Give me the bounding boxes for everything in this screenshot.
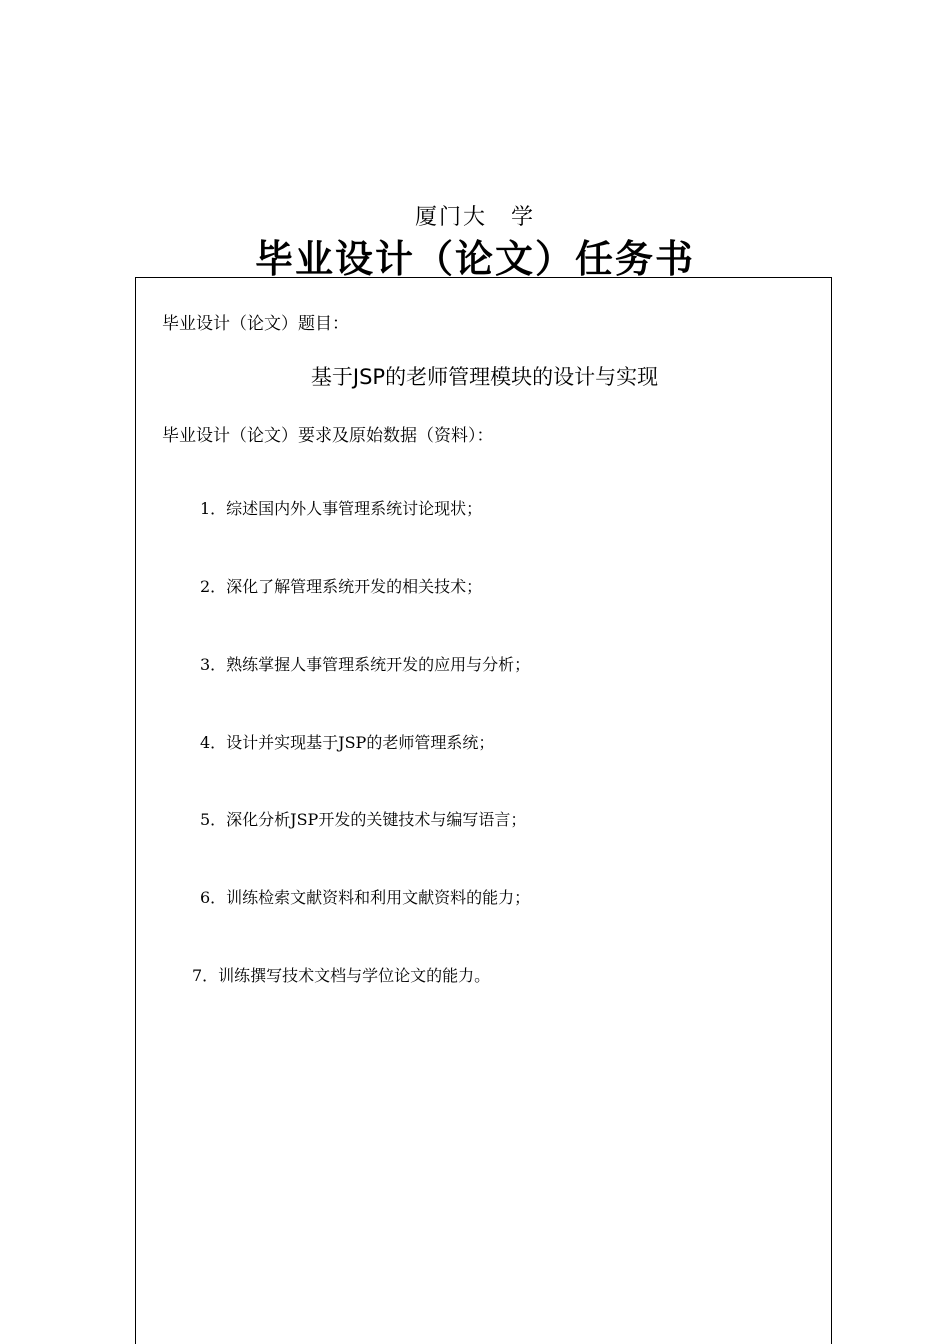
requirement-item: 6．训练检索文献资料和利用文献资料的能力； [200, 888, 531, 907]
requirement-item: 3．熟练掌握人事管理系统开发的应用与分析； [200, 655, 531, 674]
topic-label: 毕业设计（论文）题目： [162, 314, 349, 334]
requirement-item: 1．综述国内外人事管理系统讨论现状； [200, 499, 483, 518]
requirement-item: 7．训练撰写技术文档与学位论文的能力。 [192, 966, 491, 985]
topic-value: 基于JSP的老师管理模块的设计与实现 [310, 365, 659, 389]
requirement-item: 4．设计并实现基于JSP的老师管理系统； [200, 733, 495, 752]
task-form [135, 277, 832, 1344]
document-title: 毕业设计（论文）任务书 [254, 237, 695, 281]
university-name: 厦门大 学 [414, 205, 535, 230]
requirement-item: 5．深化分析JSP开发的关键技术与编写语言； [200, 810, 527, 829]
requirement-item: 2．深化了解管理系统开发的相关技术； [200, 577, 483, 596]
requirements-label: 毕业设计（论文）要求及原始数据（资料）： [162, 426, 494, 446]
